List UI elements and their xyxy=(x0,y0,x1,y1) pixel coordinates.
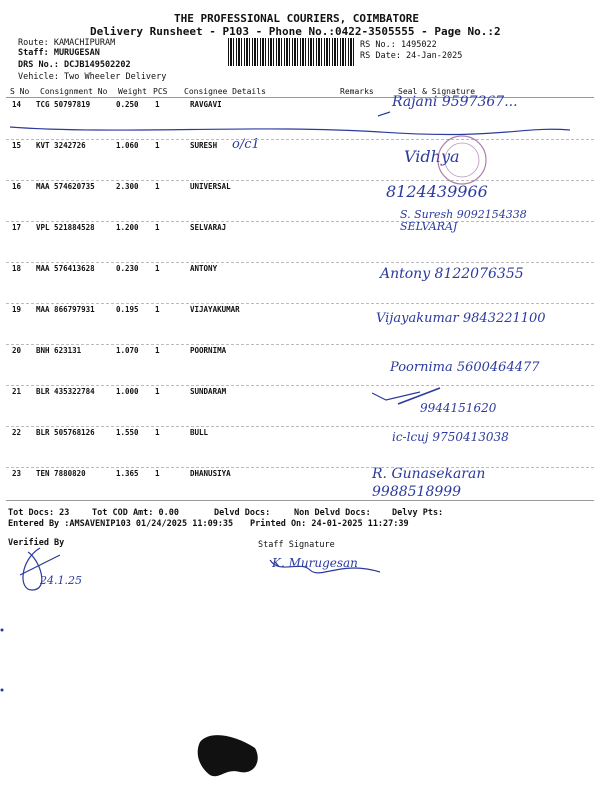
strike-line xyxy=(10,127,570,135)
row-consignment: VPL 521884528 xyxy=(36,223,95,232)
row-consignee: SURESH xyxy=(190,141,218,150)
total-cod: Tot COD Amt: 0.00 xyxy=(92,508,179,518)
pen-dot xyxy=(1,689,4,692)
col-weight: Weight xyxy=(118,87,147,96)
route-label: Route: KAMACHIPURAM xyxy=(18,38,116,48)
row-consignment: MAA 866797931 xyxy=(36,305,95,314)
row-pcs: 1 xyxy=(155,346,160,355)
office-stamp-inner xyxy=(445,143,479,177)
row-remark-note: o/c1 xyxy=(232,137,260,152)
col-sno: S No xyxy=(10,87,30,96)
row-weight: 0.230 xyxy=(116,264,139,273)
row-handwritten: Poornima 5600464477 xyxy=(390,360,540,375)
row-weight: 2.300 xyxy=(116,182,139,191)
row-consignment: BLR 505768126 xyxy=(36,428,95,437)
non-delivered-docs: Non Delvd Docs: xyxy=(294,508,371,518)
row-consignment: BLR 435322784 xyxy=(36,387,95,396)
row-handwritten: Vijayakumar 9843221100 xyxy=(376,311,546,326)
row-pcs: 1 xyxy=(155,141,160,150)
row-sno: 20 xyxy=(12,346,22,355)
row-consignment: TEN 7880820 xyxy=(36,469,86,478)
row-weight: 1.200 xyxy=(116,223,139,232)
runsheet-subtitle: Delivery Runsheet - P103 - Phone No.:0422-3505555 - Page No.:2 xyxy=(90,25,501,38)
rs-date: RS Date: 24-Jan-2025 xyxy=(360,51,463,61)
row-consignee: RAVGAVI xyxy=(190,100,222,109)
row-handwritten: Vidhya xyxy=(404,147,460,166)
row-consignee: VIJAYAKUMAR xyxy=(190,305,240,314)
row-handwritten: Rajani 9597367... xyxy=(392,94,518,110)
rs-number: RS No.: 1495022 xyxy=(360,40,437,50)
row-sno: 21 xyxy=(12,387,22,396)
row-handwritten: R. Gunasekaran 9988518999 xyxy=(372,466,486,500)
row-consignee: SUNDARAM xyxy=(190,387,227,396)
col-remarks: Remarks xyxy=(340,87,374,96)
row-consignee: DHANUSIYA xyxy=(190,469,231,478)
row-sno: 15 xyxy=(12,141,22,150)
row-consignee: UNIVERSAL xyxy=(190,182,231,191)
row-weight: 1.060 xyxy=(116,141,139,150)
staff-label: Staff: MURUGESAN xyxy=(18,48,100,58)
ink-blot xyxy=(198,735,258,776)
row-pcs: 1 xyxy=(155,387,160,396)
row-pcs: 1 xyxy=(155,182,160,191)
staff-signature: K. Murugesan xyxy=(272,556,358,570)
row-handwritten: S. Suresh 9092154338 SELVARAJ xyxy=(400,208,527,233)
row-consignee: ANTONY xyxy=(190,264,218,273)
row-sno: 18 xyxy=(12,264,22,273)
row-pcs: 1 xyxy=(155,305,160,314)
company-title: THE PROFESSIONAL COURIERS, COIMBATORE xyxy=(174,12,420,25)
row-pcs: 1 xyxy=(155,223,160,232)
row-consignment: MAA 574620735 xyxy=(36,182,95,191)
row-handwritten: 9944151620 xyxy=(420,401,497,415)
row-pcs: 1 xyxy=(155,264,160,273)
staff-signature-label: Staff Signature xyxy=(258,540,335,550)
row-consignee: POORNIMA xyxy=(190,346,227,355)
row-weight: 0.250 xyxy=(116,100,139,109)
drs-number: DRS No.: DCJB149502202 xyxy=(18,60,131,70)
row-consignee: SELVARAJ xyxy=(190,223,227,232)
row-handwritten: 8124439966 xyxy=(386,182,488,201)
row-consignment: BNH 623131 xyxy=(36,346,82,355)
row-sno: 19 xyxy=(12,305,22,314)
vehicle-label: Vehicle: Two Wheeler Delivery xyxy=(18,72,167,82)
printed-on: Printed On: 24-01-2025 11:27:39 xyxy=(250,519,409,529)
delivery-points: Delvy Pts: xyxy=(392,508,444,518)
row-weight: 0.195 xyxy=(116,305,139,314)
verified-by-label: Verified By xyxy=(8,538,65,548)
row-sno: 16 xyxy=(12,182,22,191)
pen-mark xyxy=(378,112,390,116)
row-consignment: TCG 50797819 xyxy=(36,100,91,109)
pen-dot xyxy=(1,629,4,632)
row-weight: 1.365 xyxy=(116,469,139,478)
col-seal: Seal & Signature xyxy=(398,87,476,96)
row-weight: 1.000 xyxy=(116,387,139,396)
col-consignment: Consignment No xyxy=(40,87,108,96)
col-pcs: PCS xyxy=(153,87,168,96)
entered-by: Entered By :AMSAVENIP103 01/24/2025 11:09:35 xyxy=(8,519,234,529)
row-handwritten: ic-lcuj 9750413038 xyxy=(392,430,509,444)
row-pcs: 1 xyxy=(155,428,160,437)
delivered-docs: Delvd Docs: xyxy=(214,508,271,518)
row-pcs: 1 xyxy=(155,100,160,109)
col-consignee: Consignee Details xyxy=(184,87,266,96)
row-sno: 22 xyxy=(12,428,22,437)
total-docs: Tot Docs: 23 xyxy=(8,508,70,518)
row-consignment: KVT 3242726 xyxy=(36,141,86,150)
verified-date: 24.1.25 xyxy=(40,574,82,587)
row-weight: 1.070 xyxy=(116,346,139,355)
row-sno: 14 xyxy=(12,100,22,109)
row-consignee: BULL xyxy=(190,428,209,437)
row-weight: 1.550 xyxy=(116,428,139,437)
row-handwritten: Antony 8122076355 xyxy=(380,266,524,282)
row-pcs: 1 xyxy=(155,469,160,478)
row-sno: 23 xyxy=(12,469,22,478)
row-sno: 17 xyxy=(12,223,22,232)
row-consignment: MAA 576413628 xyxy=(36,264,95,273)
